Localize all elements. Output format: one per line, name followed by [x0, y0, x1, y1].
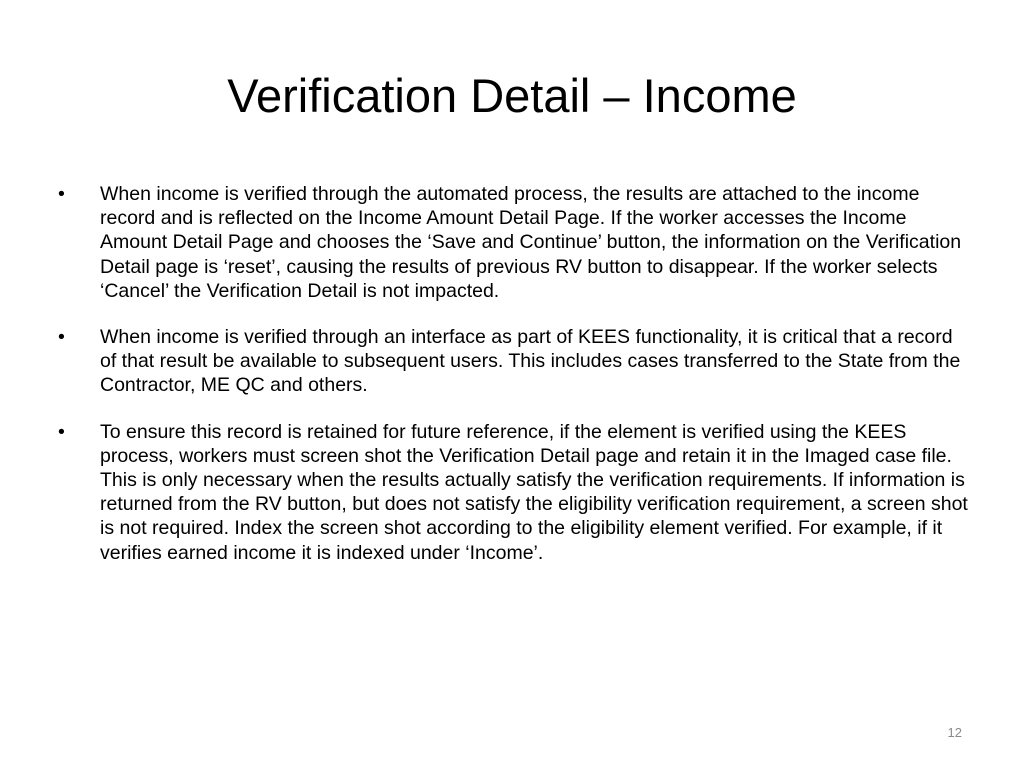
bullet-item-2: [58, 325, 968, 398]
bullet-icon: •: [58, 326, 65, 349]
slide-title: Verification Detail – Income: [227, 69, 797, 122]
bullet-icon: •: [58, 183, 65, 205]
bullet-text: When income is verified through the automated process, the results are attached to the income record and is reflected on the Income Amount Detail Page. If the worker accesses the Income Amount Detail Page and chooses the ‘Save and Continue’ button, the information on the Verification Detail page is ‘reset’, causing the results of previous RV button to disappear. If the worker selects ‘Cancel’ the Verification Detail is not impacted.: [100, 183, 962, 302]
bullet-item-3: [58, 420, 968, 565]
bullet-icon: •: [58, 420, 65, 443]
bullet-text: To ensure this record is retained for future reference, if the element is verified using the KEES process, workers must screen shot the Verification Detail page and retain it in the Imaged case file. This is only necessary when the results actually satisfy the verification requirements. If information is returned from the RV button, but does not satisfy the eligibility verification requirement, a screen shot is not required. Index the screen shot according to the eligibility element verified. For example, if it verifies earned income it is indexed under ‘Income’.: [100, 420, 968, 564]
bullet-item-1: [58, 182, 968, 303]
bullet-text: When income is verified through an interface as part of KEES functionality, it is critical that a record of that result be available to subsequent users. This includes cases transferred to the State from the Contractor, ME QC and others.: [100, 326, 961, 397]
bullet-list: [58, 182, 968, 587]
page-number: 12: [947, 725, 962, 740]
